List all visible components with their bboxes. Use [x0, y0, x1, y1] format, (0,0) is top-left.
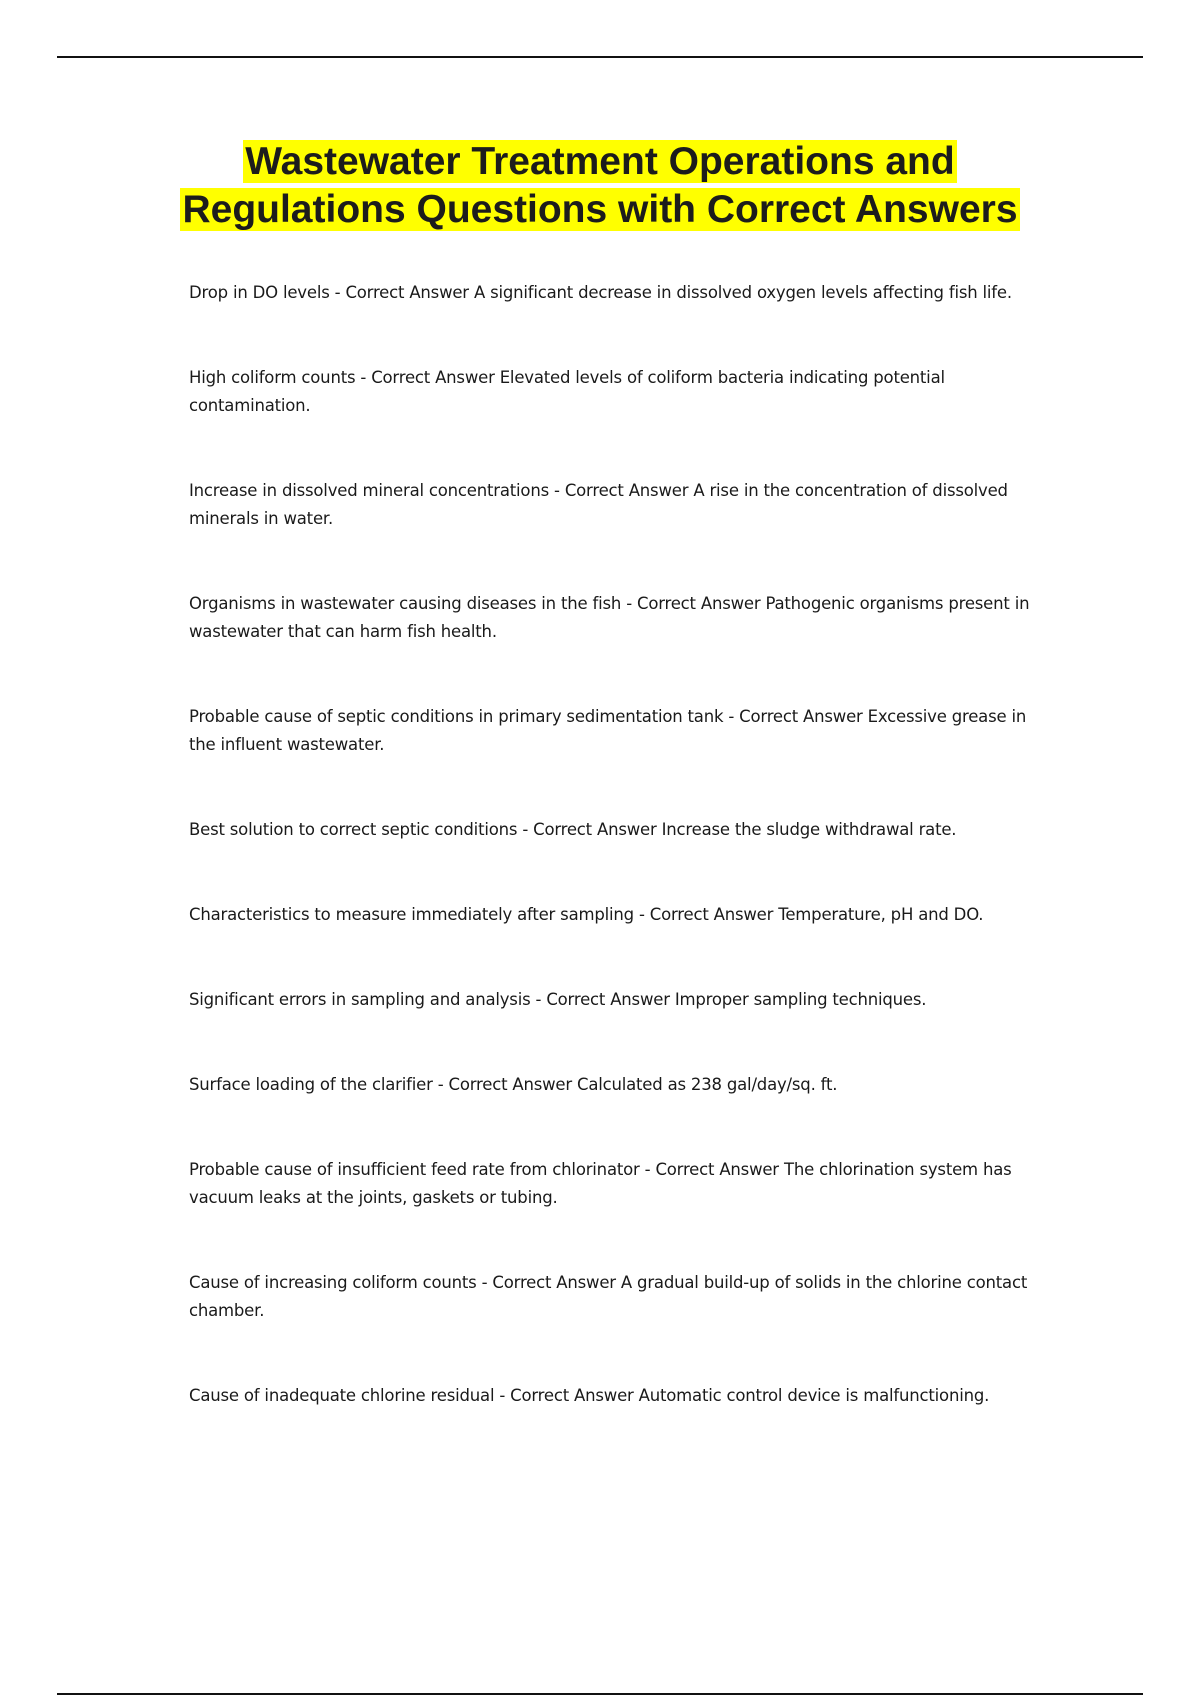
qa-item: [189, 1269, 1049, 1325]
title-block: [140, 138, 1060, 234]
qa-item: [189, 590, 1049, 646]
qa-separator: - Correct Answer: [530, 990, 675, 1009]
qa-answer: The chlorination system has vacuum leaks at the joints, gaskets or tubing.: [189, 1160, 1012, 1207]
qa-question: Organisms in wastewater causing diseases in the fish: [189, 594, 622, 613]
qa-answer: A gradual build-up of solids in the chlorine contact chamber.: [189, 1273, 1028, 1320]
qa-question: Cause of inadequate chlorine residual: [189, 1386, 495, 1405]
qa-answer: Excessive grease in the influent wastewater.: [189, 707, 1027, 754]
qa-answer: Elevated levels of coliform bacteria indicating potential contamination.: [189, 368, 945, 415]
qa-answer: Calculated as 238 gal/day/sq. ft.: [577, 1075, 838, 1094]
qa-item: [189, 364, 1049, 420]
qa-question: Cause of increasing coliform counts: [189, 1273, 477, 1292]
qa-question: Surface loading of the clarifier: [189, 1075, 433, 1094]
qa-separator: - Correct Answer: [621, 594, 766, 613]
qa-item: [189, 1156, 1049, 1212]
qa-question: Characteristics to measure immediately after sampling: [189, 905, 634, 924]
qa-answer: Automatic control device is malfunctioning.: [638, 1386, 990, 1405]
qa-item: [189, 703, 1049, 759]
qa-separator: - Correct Answer: [549, 481, 694, 500]
qa-separator: - Correct Answer: [432, 1075, 577, 1094]
qa-question: Significant errors in sampling and analysis: [189, 990, 531, 1009]
qa-separator: - Correct Answer: [517, 820, 662, 839]
top-rule: [57, 56, 1143, 58]
qa-item: [189, 986, 1049, 1014]
qa-answer: Pathogenic organisms present in wastewater that can harm fish health.: [189, 594, 1030, 641]
qa-question: High coliform counts: [189, 368, 356, 387]
qa-item: [189, 816, 1049, 844]
bottom-rule: [57, 1693, 1143, 1695]
qa-item: [189, 901, 1049, 929]
qa-answer: A significant decrease in dissolved oxygen levels affecting fish life.: [473, 283, 1012, 302]
qa-separator: - Correct Answer: [494, 1386, 639, 1405]
qa-separator: - Correct Answer: [329, 283, 474, 302]
qa-item: [189, 477, 1049, 533]
document-title: [140, 138, 1060, 234]
qa-question: Probable cause of insufficient feed rate from chlorinator: [189, 1160, 640, 1179]
qa-question: Increase in dissolved mineral concentrations: [189, 481, 549, 500]
title-highlight: Wastewater Treatment Operations and Regulations Questions with Correct Answers: [182, 140, 1018, 231]
qa-answer: Improper sampling techniques.: [674, 990, 927, 1009]
qa-item: [189, 279, 1049, 307]
qa-answer: Increase the sludge withdrawal rate.: [661, 820, 957, 839]
qa-separator: - Correct Answer: [723, 707, 868, 726]
qa-answer: A rise in the concentration of dissolved minerals in water.: [189, 481, 1008, 528]
qa-answer: Temperature, pH and DO.: [778, 905, 984, 924]
qa-separator: - Correct Answer: [355, 368, 500, 387]
qa-question: Probable cause of septic conditions in primary sedimentation tank: [189, 707, 724, 726]
qa-list: [189, 279, 1049, 1467]
qa-question: Best solution to correct septic conditions: [189, 820, 518, 839]
qa-item: [189, 1382, 1049, 1410]
qa-question: Drop in DO levels: [189, 283, 330, 302]
qa-item: [189, 1071, 1049, 1099]
qa-separator: - Correct Answer: [476, 1273, 621, 1292]
qa-separator: - Correct Answer: [633, 905, 779, 924]
qa-separator: - Correct Answer: [639, 1160, 784, 1179]
